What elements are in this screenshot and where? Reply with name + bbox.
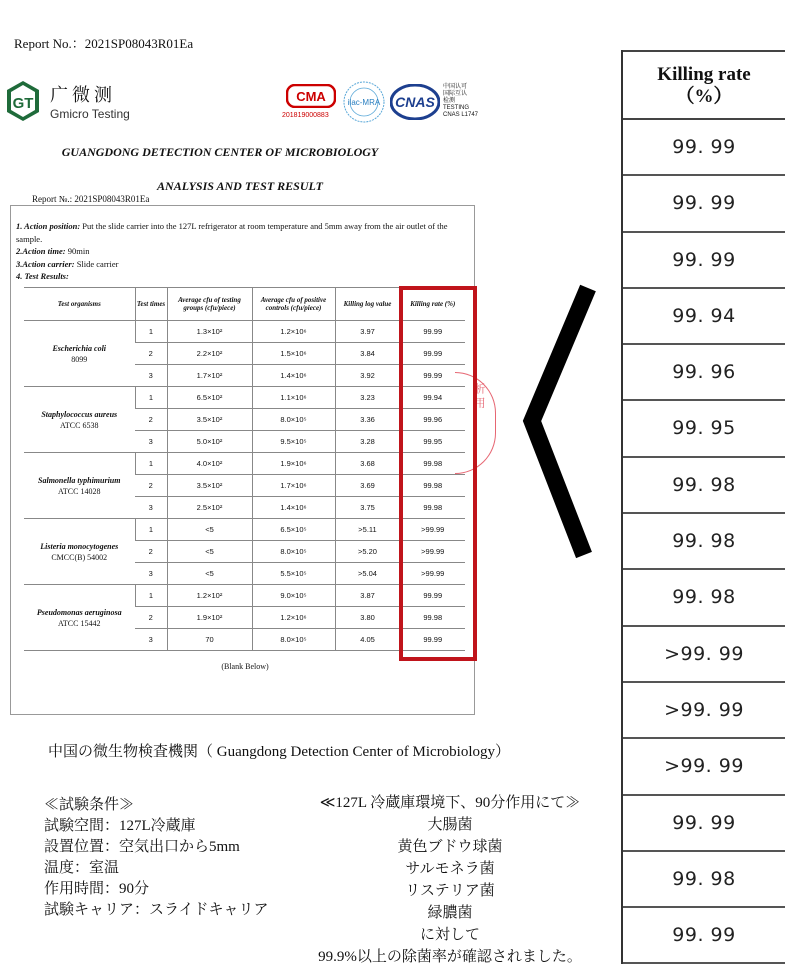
table-cell: 8.0×10⁵: [252, 629, 335, 651]
table-cell: 9.5×10⁵: [252, 431, 335, 453]
cma-mark-text: CMA: [296, 89, 326, 104]
jp-summary-line: サルモネラ菌: [405, 861, 495, 877]
killing-rate-highlight-box: [399, 286, 477, 661]
table-cell: 2: [135, 541, 167, 563]
killing-rate-value: 99. 98: [623, 514, 785, 570]
enlarged-column-header: [623, 50, 785, 120]
organism-strain: CMCC(B) 54002: [51, 552, 108, 562]
table-cell: <5: [167, 519, 252, 541]
table-cell: 1: [135, 387, 167, 409]
table-cell: 1.4×10⁶: [252, 365, 335, 387]
jp-summary-line: リステリア菌: [405, 883, 495, 899]
condition-label: 2.Action time:: [16, 246, 66, 256]
table-cell: 3.28: [335, 431, 400, 453]
stamp-text: 析 用: [473, 383, 485, 408]
svg-text:ilac-MRA: ilac-MRA: [347, 98, 381, 107]
table-cell: 3.80: [335, 607, 400, 629]
table-cell: 1.7×10²: [167, 365, 252, 387]
table-cell: 3: [135, 563, 167, 585]
jp-summary-line: 緑膿菌: [427, 905, 473, 921]
table-cell: 1.2×10²: [167, 585, 252, 607]
table-cell: 3: [135, 629, 167, 651]
killing-rate-value: 99. 99: [623, 796, 785, 852]
table-cell: >5.11: [335, 519, 400, 541]
blank-below-note: (Blank Below): [221, 662, 269, 671]
table-cell: 3.68: [335, 453, 400, 475]
organism-cell: [24, 585, 135, 651]
cnas-line: 检测: [443, 98, 456, 104]
organism-name: Pseudomonas aeruginosa: [36, 607, 122, 617]
cnas-line: TESTING: [443, 105, 470, 111]
organism-strain: ATCC 14028: [58, 486, 101, 496]
organism-name: Staphylococcus aureus: [41, 409, 118, 419]
cnas-icon: [390, 84, 440, 120]
table-cell: 8.0×10⁵: [252, 409, 335, 431]
svg-text:CNAS: CNAS: [395, 94, 435, 110]
svg-text:GT: GT: [12, 95, 34, 112]
killing-rate-value: 99. 98: [623, 458, 785, 514]
jp-condition-line: 温度：室温: [44, 860, 120, 876]
killing-rate-value: >99. 99: [623, 627, 785, 683]
logo-chinese-name: 广微测: [50, 85, 116, 106]
table-cell: 99.94: [400, 387, 465, 409]
table-cell: 99.99: [400, 585, 465, 607]
cnas-line: 中国认可: [443, 84, 468, 90]
jp-summary-line: ≪127L 冷蔵庫環境下、90分作用にて≫: [319, 795, 581, 811]
table-cell: 9.0×10⁵: [252, 585, 335, 607]
table-cell: 99.98: [400, 497, 465, 519]
table-cell: >5.20: [335, 541, 400, 563]
organism-strain: ATCC 15442: [58, 618, 101, 628]
header-line: Killing rate: [657, 64, 751, 85]
table-cell: 1: [135, 519, 167, 541]
table-cell: 1.2×10⁶: [252, 321, 335, 343]
table-cell: 5.5×10⁵: [252, 563, 335, 585]
table-cell: <5: [167, 541, 252, 563]
table-cell: 6.5×10²: [167, 387, 252, 409]
table-cell: >5.04: [335, 563, 400, 585]
jp-summary-line: 99.9%以上の除菌率が確認されました。: [318, 949, 582, 965]
table-cell: 1.5×10⁶: [252, 343, 335, 365]
condition-text: 90min: [65, 246, 90, 256]
condition-text: Slide carrier: [74, 258, 119, 269]
killing-rate-value: 99. 99: [623, 908, 785, 964]
gmicro-logo-icon: [6, 80, 40, 122]
jp-test-conditions: [44, 795, 269, 921]
table-cell: >99.99: [400, 541, 465, 563]
organism-name: Escherichia coli: [52, 343, 107, 353]
table-cell: 70: [167, 629, 252, 651]
column-header: Killing rate (%): [400, 288, 465, 321]
organism-name: Listeria monocytogenes: [40, 541, 119, 551]
killing-rate-value: 99. 96: [623, 345, 785, 401]
condition-label: 3.Action carrier:: [16, 258, 75, 269]
cnas-line: 国际互认: [443, 91, 468, 97]
cma-mark-icon: [286, 84, 336, 108]
killing-rate-value: >99. 99: [623, 739, 785, 795]
table-cell: 1: [135, 321, 167, 343]
table-cell: 99.99: [400, 343, 465, 365]
jp-institution-title: 中国の微生物検査機関（ Guangdong Detection Center of Microbiology）: [48, 744, 511, 760]
table-cell: 5.0×10²: [167, 431, 252, 453]
table-cell: 4.05: [335, 629, 400, 651]
table-cell: 1: [135, 585, 167, 607]
table-cell: 99.98: [400, 607, 465, 629]
column-header: Average cfu of testing groups (cfu/piece): [167, 288, 252, 321]
jp-summary-line: に対して: [419, 927, 480, 943]
table-cell: 3.5×10²: [167, 409, 252, 431]
table-cell: 2.5×10²: [167, 497, 252, 519]
table-cell: 2: [135, 475, 167, 497]
table-cell: 99.98: [400, 453, 465, 475]
header-line: （%）: [675, 86, 733, 107]
enlarged-killing-rate-column: [621, 50, 785, 964]
table-cell: 99.95: [400, 431, 465, 453]
killing-rate-value: 99. 98: [623, 852, 785, 908]
cnas-line: CNAS L1747: [443, 112, 479, 118]
organism-name: Salmonella typhimurium: [38, 475, 121, 485]
condition-label: 4. Test Results:: [16, 271, 69, 281]
table-cell: <5: [167, 563, 252, 585]
table-cell: 1.3×10²: [167, 321, 252, 343]
jp-condition-line: 試験キャリア：スライドキャリア: [44, 902, 269, 918]
jp-results-summary: [300, 792, 600, 968]
cnas-caption: [443, 84, 478, 119]
table-cell: 3: [135, 431, 167, 453]
killing-rate-value: 99. 94: [623, 289, 785, 345]
test-conditions: [16, 220, 471, 283]
killing-rate-value: 99. 95: [623, 401, 785, 457]
organism-cell: [24, 519, 135, 585]
table-cell: 99.98: [400, 475, 465, 497]
center-title: GUANGDONG DETECTION CENTER OF MICROBIOLOGY: [61, 145, 379, 159]
killing-rate-value: 99. 99: [623, 176, 785, 232]
ilac-mra-icon: [342, 80, 386, 124]
organism-cell: [24, 453, 135, 519]
table-cell: 3.23: [335, 387, 400, 409]
column-header: Average cfu of positive controls (cfu/piece): [252, 288, 335, 321]
table-cell: 99.99: [400, 321, 465, 343]
killing-rate-value: 99. 99: [623, 120, 785, 176]
column-header: Test times: [135, 288, 167, 321]
table-cell: 6.5×10⁵: [252, 519, 335, 541]
table-cell: 1.4×10⁶: [252, 497, 335, 519]
table-cell: 3: [135, 365, 167, 387]
condition-label: 1. Action position:: [16, 221, 81, 231]
jp-condition-line: ≪試験条件≫: [44, 797, 135, 813]
column-header: Test organisms: [24, 288, 135, 321]
report-number-small: Report №.: 2021SP08043R01Ea: [32, 194, 150, 204]
table-cell: 3.97: [335, 321, 400, 343]
table-cell: 3.5×10²: [167, 475, 252, 497]
jp-condition-line: 設置位置：空気出口から5mm: [44, 839, 240, 855]
report-number: Report No.：2021SP08043R01Ea: [14, 36, 194, 51]
table-cell: 3.69: [335, 475, 400, 497]
condition-text: Put the slide carrier into the 127L refrigerator at room temperature and 5mm away from the air outlet of the sample.: [16, 221, 448, 244]
table-cell: 1: [135, 453, 167, 475]
organism-strain: 8099: [71, 354, 88, 364]
table-cell: 1.9×10⁶: [252, 453, 335, 475]
logo-english-name: Gmicro Testing: [50, 107, 130, 121]
killing-rate-value: >99. 99: [623, 683, 785, 739]
jp-condition-line: 試験空間：127L冷蔵庫: [44, 818, 196, 834]
organism-cell: [24, 387, 135, 453]
table-cell: 3.87: [335, 585, 400, 607]
table-cell: 3.84: [335, 343, 400, 365]
killing-rate-value: 99. 98: [623, 570, 785, 626]
table-cell: 3: [135, 497, 167, 519]
jp-summary-line: 大腸菌: [427, 817, 473, 833]
table-cell: 2: [135, 343, 167, 365]
table-cell: 3.36: [335, 409, 400, 431]
table-cell: 99.96: [400, 409, 465, 431]
table-cell: 99.99: [400, 629, 465, 651]
chevron-left-icon: [520, 280, 610, 570]
jp-summary-line: 黄色ブドウ球菌: [397, 839, 503, 855]
table-cell: 2.2×10²: [167, 343, 252, 365]
organism-strain: ATCC 6538: [60, 420, 99, 430]
table-cell: 2: [135, 607, 167, 629]
table-cell: 1.1×10⁶: [252, 387, 335, 409]
table-cell: 4.0×10²: [167, 453, 252, 475]
organism-cell: [24, 321, 135, 387]
table-cell: >99.99: [400, 519, 465, 541]
table-cell: 2: [135, 409, 167, 431]
table-cell: 1.7×10⁶: [252, 475, 335, 497]
table-cell: 99.99: [400, 365, 465, 387]
table-cell: 1.9×10²: [167, 607, 252, 629]
table-cell: 3.75: [335, 497, 400, 519]
table-cell: 3.92: [335, 365, 400, 387]
table-cell: >99.99: [400, 563, 465, 585]
table-cell: 1.2×10⁶: [252, 607, 335, 629]
column-header: Killing log value: [335, 288, 400, 321]
table-cell: 8.0×10⁵: [252, 541, 335, 563]
killing-rate-value: 99. 99: [623, 233, 785, 289]
document-title: ANALYSIS AND TEST RESULT: [157, 179, 323, 193]
jp-condition-line: 作用時間：90分: [44, 881, 150, 897]
cma-number: 201819000883: [282, 112, 329, 119]
